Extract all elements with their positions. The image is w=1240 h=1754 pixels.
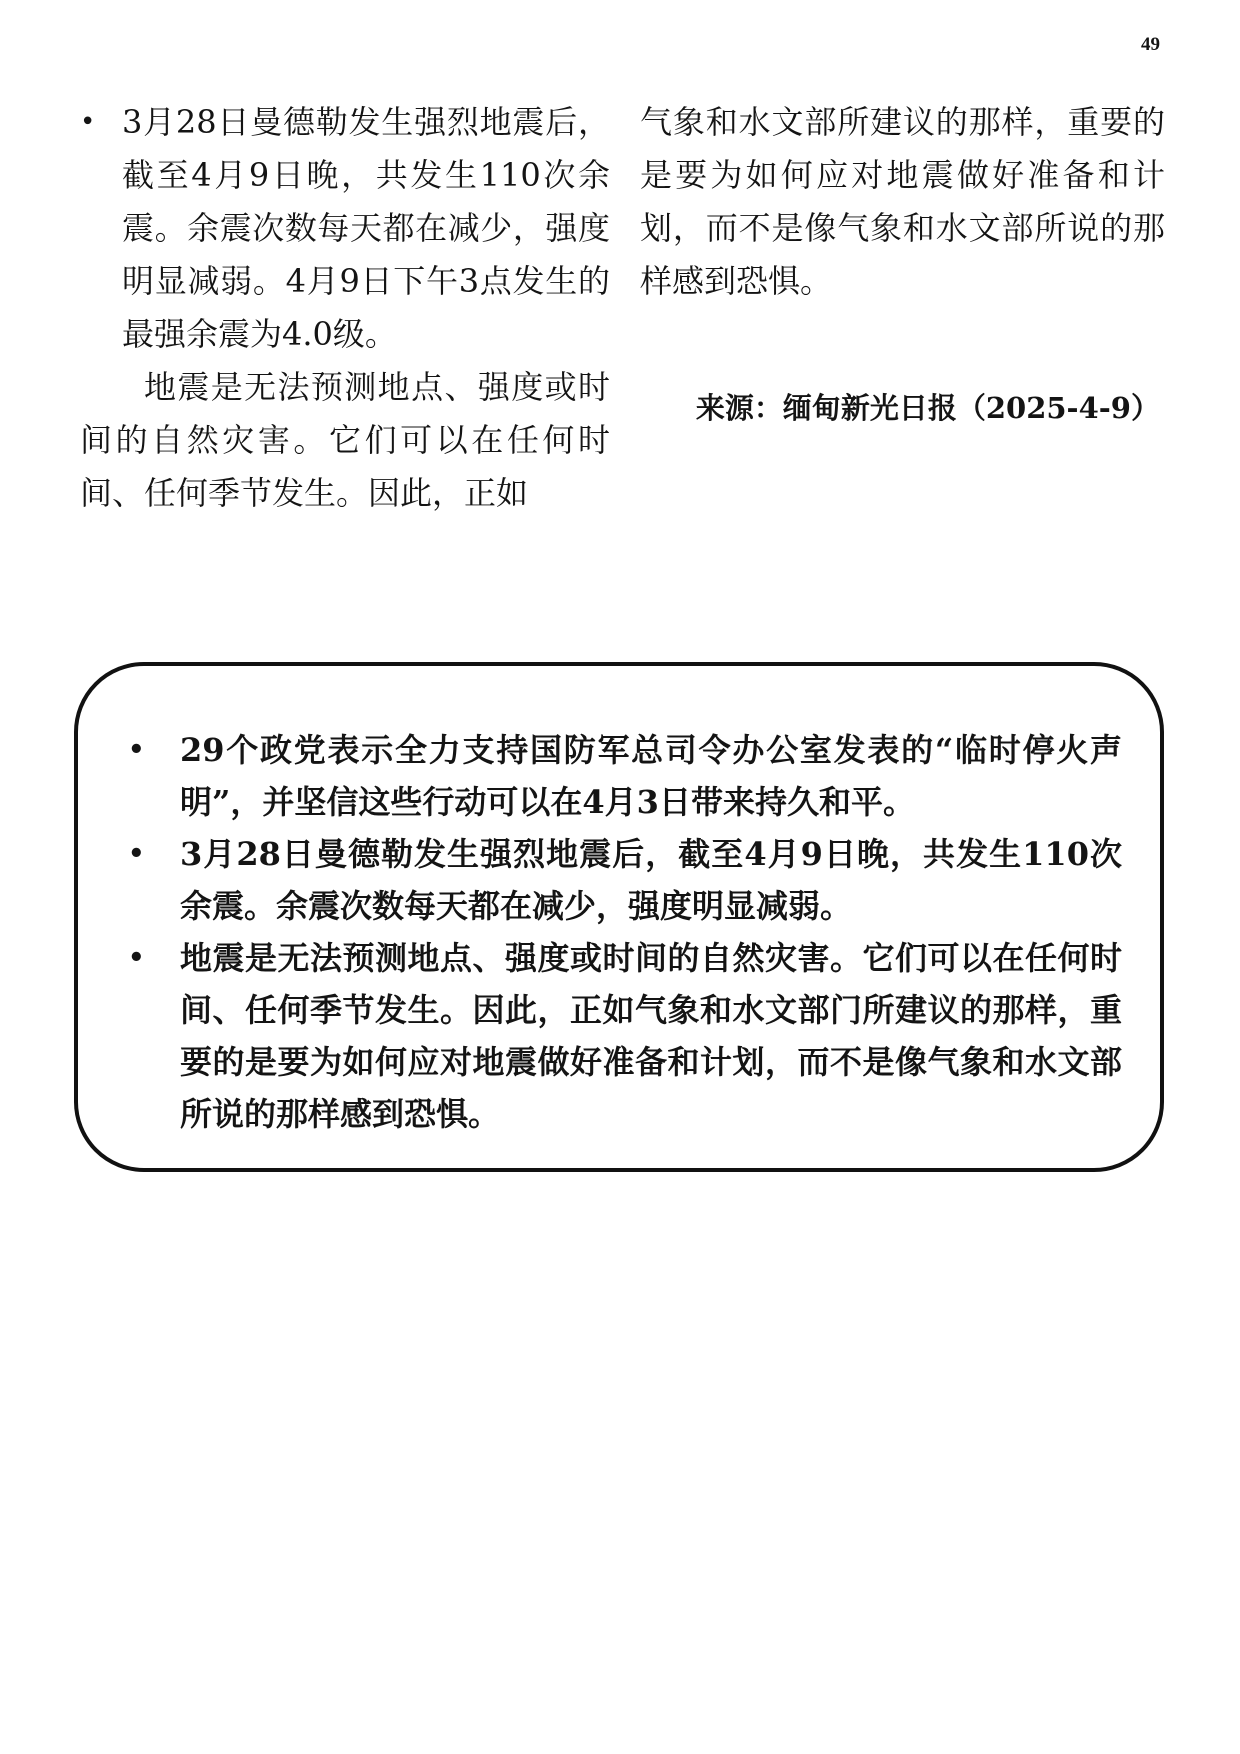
page-number: 49 <box>1141 34 1160 55</box>
right-column-text: 气象和水文部所建议的那样，重要的是要为如何应对地震做好准备和计划，而不是像气象和水文部所说的那样感到恐惧。 <box>640 103 1165 300</box>
source-citation: 来源：缅甸新光日报（2025-4-9） <box>695 391 1160 425</box>
bullet-icon: • <box>80 107 96 137</box>
left-bullet-text: 3月28日曼德勒发生强烈地震后，截至4月9日晚，共发生110次余震。余震次数每天都在减少，强度明显减弱。4月9日下午3点发生的最强余震为4.0级。 <box>122 103 610 353</box>
right-column <box>640 96 1165 308</box>
bullet-icon: • <box>128 943 145 973</box>
summary-box <box>74 662 1164 1172</box>
summary-item-text: 地震是无法预测地点、强度或时间的自然灾害。它们可以在任何时间、任何季节发生。因此，正如气象和水文部门所建议的那样，重要的是要为如何应对地震做好准备和计划，而不是像气象和水文部所说的那样感到恐惧。 <box>180 939 1122 1133</box>
bullet-icon: • <box>128 839 145 869</box>
left-column <box>80 96 610 520</box>
left-bullet-item <box>80 96 610 361</box>
summary-item <box>118 828 1122 932</box>
summary-item <box>118 724 1122 828</box>
summary-item <box>118 932 1122 1140</box>
left-paragraph: 地震是无法预测地点、强度或时间的自然灾害。它们可以在任何时间、任何季节发生。因此，正如 <box>80 368 610 512</box>
summary-item-text: 3月28日曼德勒发生强烈地震后，截至4月9日晚，共发生110次余震。余震次数每天都在减少，强度明显减弱。 <box>180 835 1122 925</box>
bullet-icon: • <box>128 735 145 765</box>
summary-list <box>118 724 1122 1140</box>
summary-item-text: 29个政党表示全力支持国防军总司令办公室发表的“临时停火声明”，并坚信这些行动可以在4月3日带来持久和平。 <box>180 731 1122 821</box>
